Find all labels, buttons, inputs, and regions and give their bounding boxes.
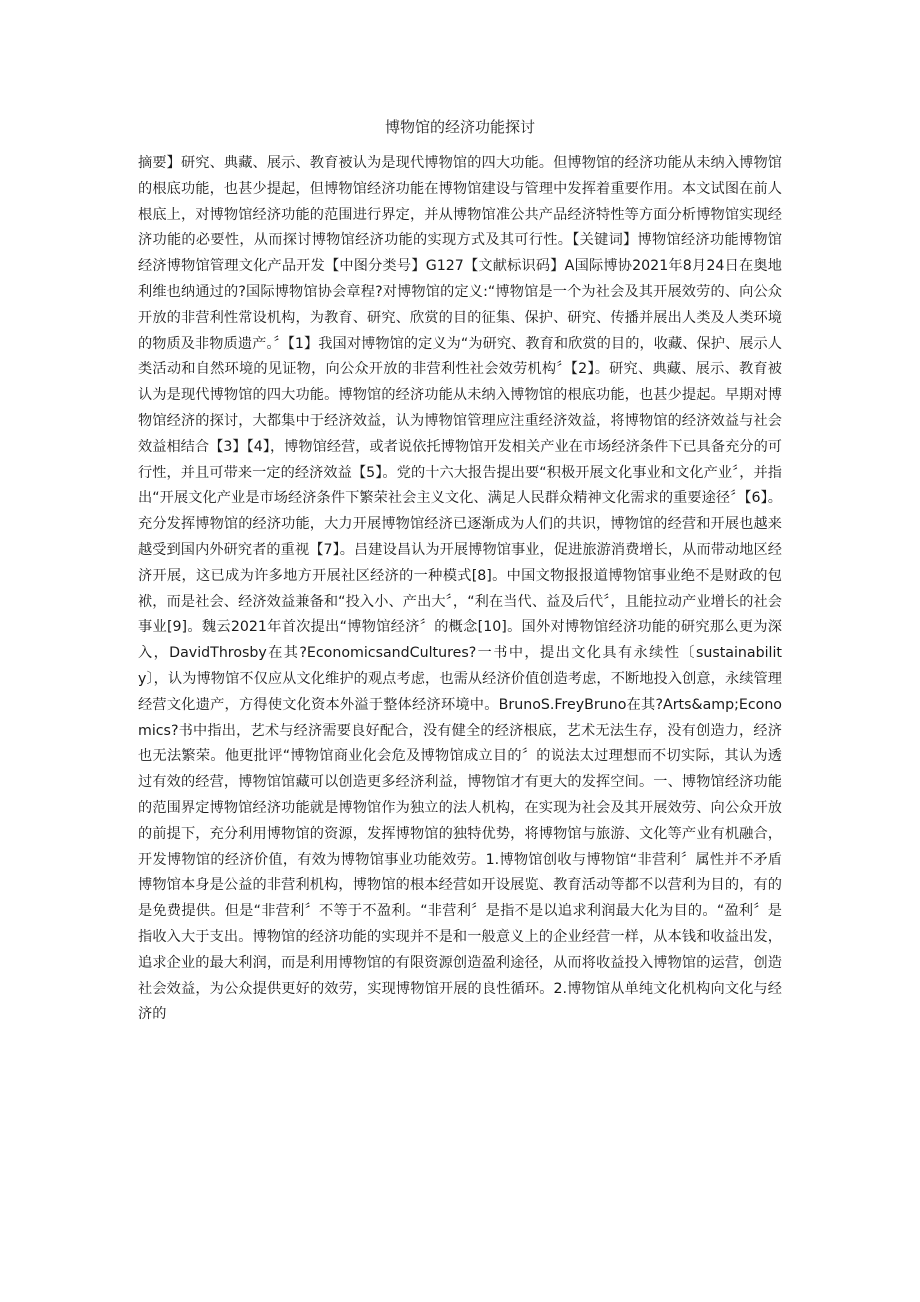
document-body-text: 摘要】研究、典藏、展示、教育被认为是现代博物馆的四大功能。但博物馆的经济功能从未纳入博物馆的根底功能，也甚少提起，但博物馆经济功能在博物馆建设与管理中发挥着重要作用。本文试图在前人根底上，对博物馆经济功能的范围进行界定，并从博物馆准公共产品经济特性等方面分析博物馆实现经济功能的必要性，从而探讨博物馆经济功能的实现方式及其可行性。【关键词】博物馆经济功能博物馆经济博物馆管理文化产品开发【中图分类号】G127【文献标识码】A国际博协2021年8月24日在奥地利维也纳通过的?国际博物馆协会章程?对博物馆的定义:“博物馆是一个为社会及其开展效劳的、向公众开放的非营利性常设机构，为教育、研究、欣赏的目的征集、保护、研究、传播并展出人类及人类环境的物质及非物质遗产。〞【1】我国对博物馆的定义为“为研究、教育和欣赏的目的，收藏、保护、展示人类活动和自然环境的见证物，向公众开放的非营利性社会效劳机构〞【2】。研究、典藏、展示、教育被认为是现代博物馆的四大功能。博物馆的经济功能从未纳入博物馆的根底功能，也甚少提起。早期对博物馆经济的探讨，大都集中于经济效益，认为博物馆管理应注重经济效益，将博物馆的经济效益与社会效益相结合【3】【4】，博物馆经营，或者说依托博物馆开发相关产业在市场经济条件下已具备充分的可行性，并且可带来一定的经济效益【5】。党的十六大报告提出要“积极开展文化事业和文化产业〞，并指出“开展文化产业是市场经济条件下繁荣社会主义文化、满足人民群众精神文化需求的重要途径〞【6】。充分发挥博物馆的经济功能，大力开展博物馆经济已逐渐成为人们的共识，博物馆的经营和开展也越来越受到国内外研究者的重视【7】。吕建设昌认为开展博物馆事业，促进旅游消费增长，从而带动地区经济开展，这已成为许多地方开展社区经济的一种模式[8]。中国文物报报道博物馆事业绝不是财政的包袱，而是社会、经济效益兼备和“投入小、产出大〞，“利在当代、益及后代〞，且能拉动产业增长的社会事业[9]。魏云2021年首次提出“博物馆经济〞的概念[10]。国外对博物馆经济功能的研究那么更为深入，DavidThrosby在其?EconomicsandCultures?一书中，提出文化具有永续性〔sustainability〕，认为博物馆不仅应从文化维护的观点考虑，也需从经济价值创造考虑，不断地投入创意，永续管理经营文化遗产，方得使文化资本外溢于整体经济环境中。BrunoS.FreyBruno在其?Arts&amp;Economics?书中指出，艺术与经济需要良好配合，没有健全的经济根底，艺术无法生存，没有创造力，经济也无法繁荣。他更批评“博物馆商业化会危及博物馆成立目的〞的说法太过理想而不切实际，其认为透过有效的经营，博物馆馆藏可以创造更多经济利益，博物馆才有更大的发挥空间。一、博物馆经济功能的范围界定博物馆经济功能就是博物馆作为独立的法人机构，在实现为社会及其开展效劳、向公众开放的前提下，充分利用博物馆的资源，发挥博物馆的独特优势，将博物馆与旅游、文化等产业有机融合，开发博物馆的经济价值，有效为博物馆事业功能效劳。1.博物馆创收与博物馆“非营利〞属性并不矛盾博物馆本身是公益的非营利机构，博物馆的根本经营如开设展览、教育活动等都不以营利为目的，有的是免费提供。但是“非营利〞不等于不盈利。“非营利〞是指不是以追求利润最大化为目的。“盈利〞是指收入大于支出。博物馆的经济功能的实现并不是和一般意义上的企业经营一样，从本钱和收益出发，追求企业的最大利润，而是利用博物馆的有限资源创造盈利途径，从而将收益投入博物馆的运营，创造社会效益，为公众提供更好的效劳，实现博物馆开展的良性循环。2.博物馆从单纯文化机构向文化与经济的	[138, 155, 782, 1023]
document-title: 博物馆的经济功能探讨	[384, 118, 535, 136]
